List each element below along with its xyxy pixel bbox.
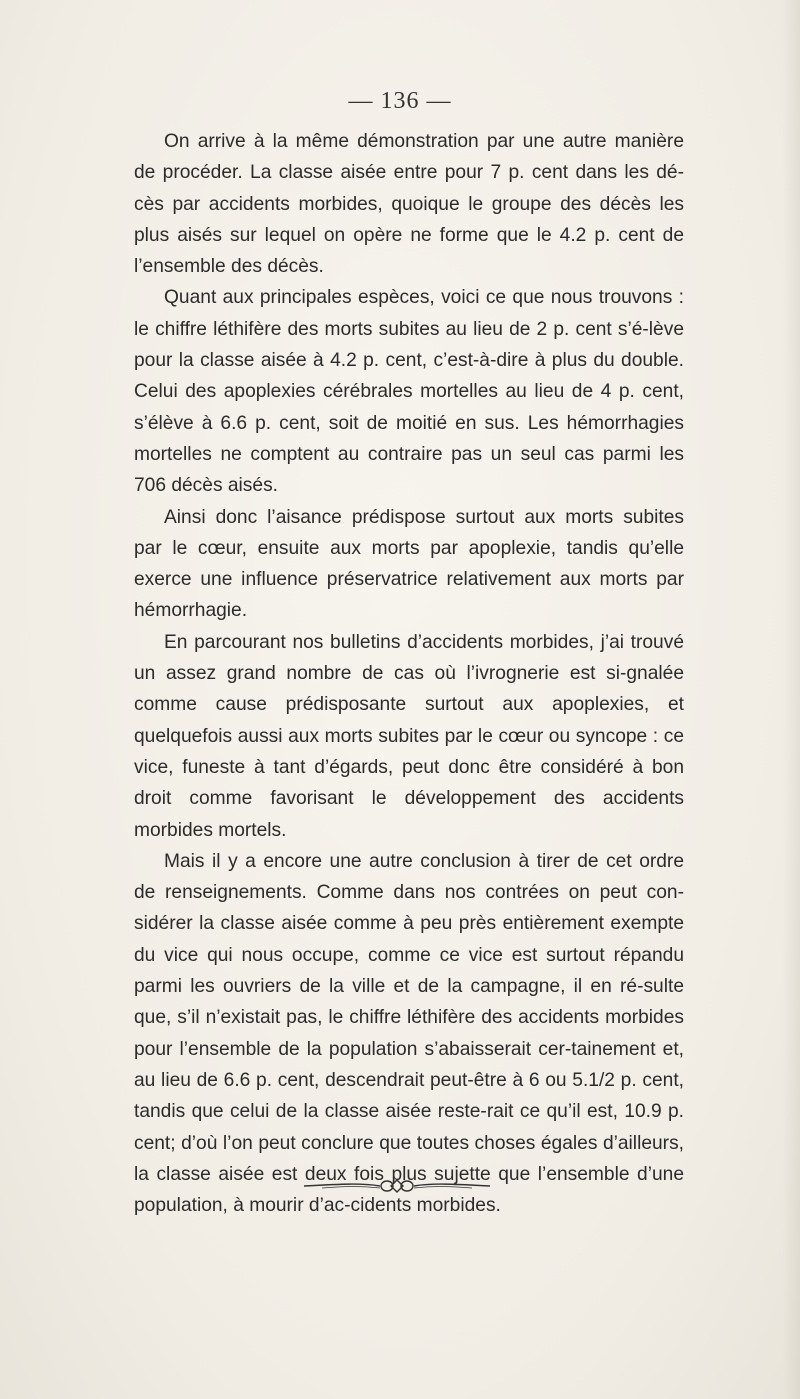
page-edge-shadow bbox=[782, 0, 800, 1399]
paragraph-1: On arrive à la même démonstration par une autre manière de procéder. La classe aisée entre pour 7 p. cent dans les dé-cès par accidents morbides, quoique le groupe des décès les plus aisés sur lequel on opère ne forme que le 4.2 p. cent de l’ensemble des décès. bbox=[134, 131, 684, 278]
paragraph-3: Ainsi donc l’aisance prédispose surtout aux morts subites par le cœur, ensuite aux morts par apoplexie, tandis qu’elle exerce une influence préservatrice relativement aux morts par hémorrhagie. bbox=[134, 506, 684, 622]
end-ornament-icon bbox=[302, 1174, 492, 1198]
paragraph-4: En parcourant nos bulletins d’accidents morbides, j’ai trouvé un assez grand nombre de cas où l’ivrognerie est si-gnalée comme cause prédisposante surtout aux apoplexies, et quelquefois aussi aux morts subites par le cœur ou syncope : ce vice, funeste à tant d’égards, peut donc être considéré à bon droit comme favorisant le développement des accidents morbides mortels. bbox=[134, 631, 684, 841]
paragraph-5: Mais il y a encore une autre conclusion à tirer de cet ordre de renseignements. Comme dans nos contrées on peut con-sidérer la classe aisée comme à peu près entièrement exempte du vice qui nous occupe, comme ce vice est surtout répandu parmi les ouvriers de la ville et de la campagne, il en ré-sulte que, s’il n’existait pas, le chiffre léthifère des accidents morbides pour l’ensemble de la population s’abaisserait cer-tainement et, au lieu de 6.6 p. cent, descendrait peut-être à 6 ou 5.1/2 p. cent, tandis que celui de la classe aisée reste-rait ce qu’il est, 10.9 p. cent; d’où l’on peut conclure que toutes choses égales d’ailleurs, la classe aisée est deux fois plus sujette que l’ensemble d’une population, à mourir d’ac-cidents morbides. bbox=[134, 850, 684, 1217]
body-text bbox=[134, 126, 684, 1221]
paragraph-2: Quant aux principales espèces, voici ce que nous trouvons : le chiffre léthifère des morts subites au lieu de 2 p. cent s’é-lève pour la classe aisée à 4.2 p. cent, c’est-à-dire à plus du double. Celui des apoplexies cérébrales mortelles au lieu de 4 p. cent, s’élève à 6.6 p. cent, soit de moitié en sus. Les hémorrhagies mortelles ne comptent au contraire pas un seul cas parmi les 706 décès aisés. bbox=[134, 287, 684, 497]
page-number: — 136 — bbox=[348, 88, 452, 114]
